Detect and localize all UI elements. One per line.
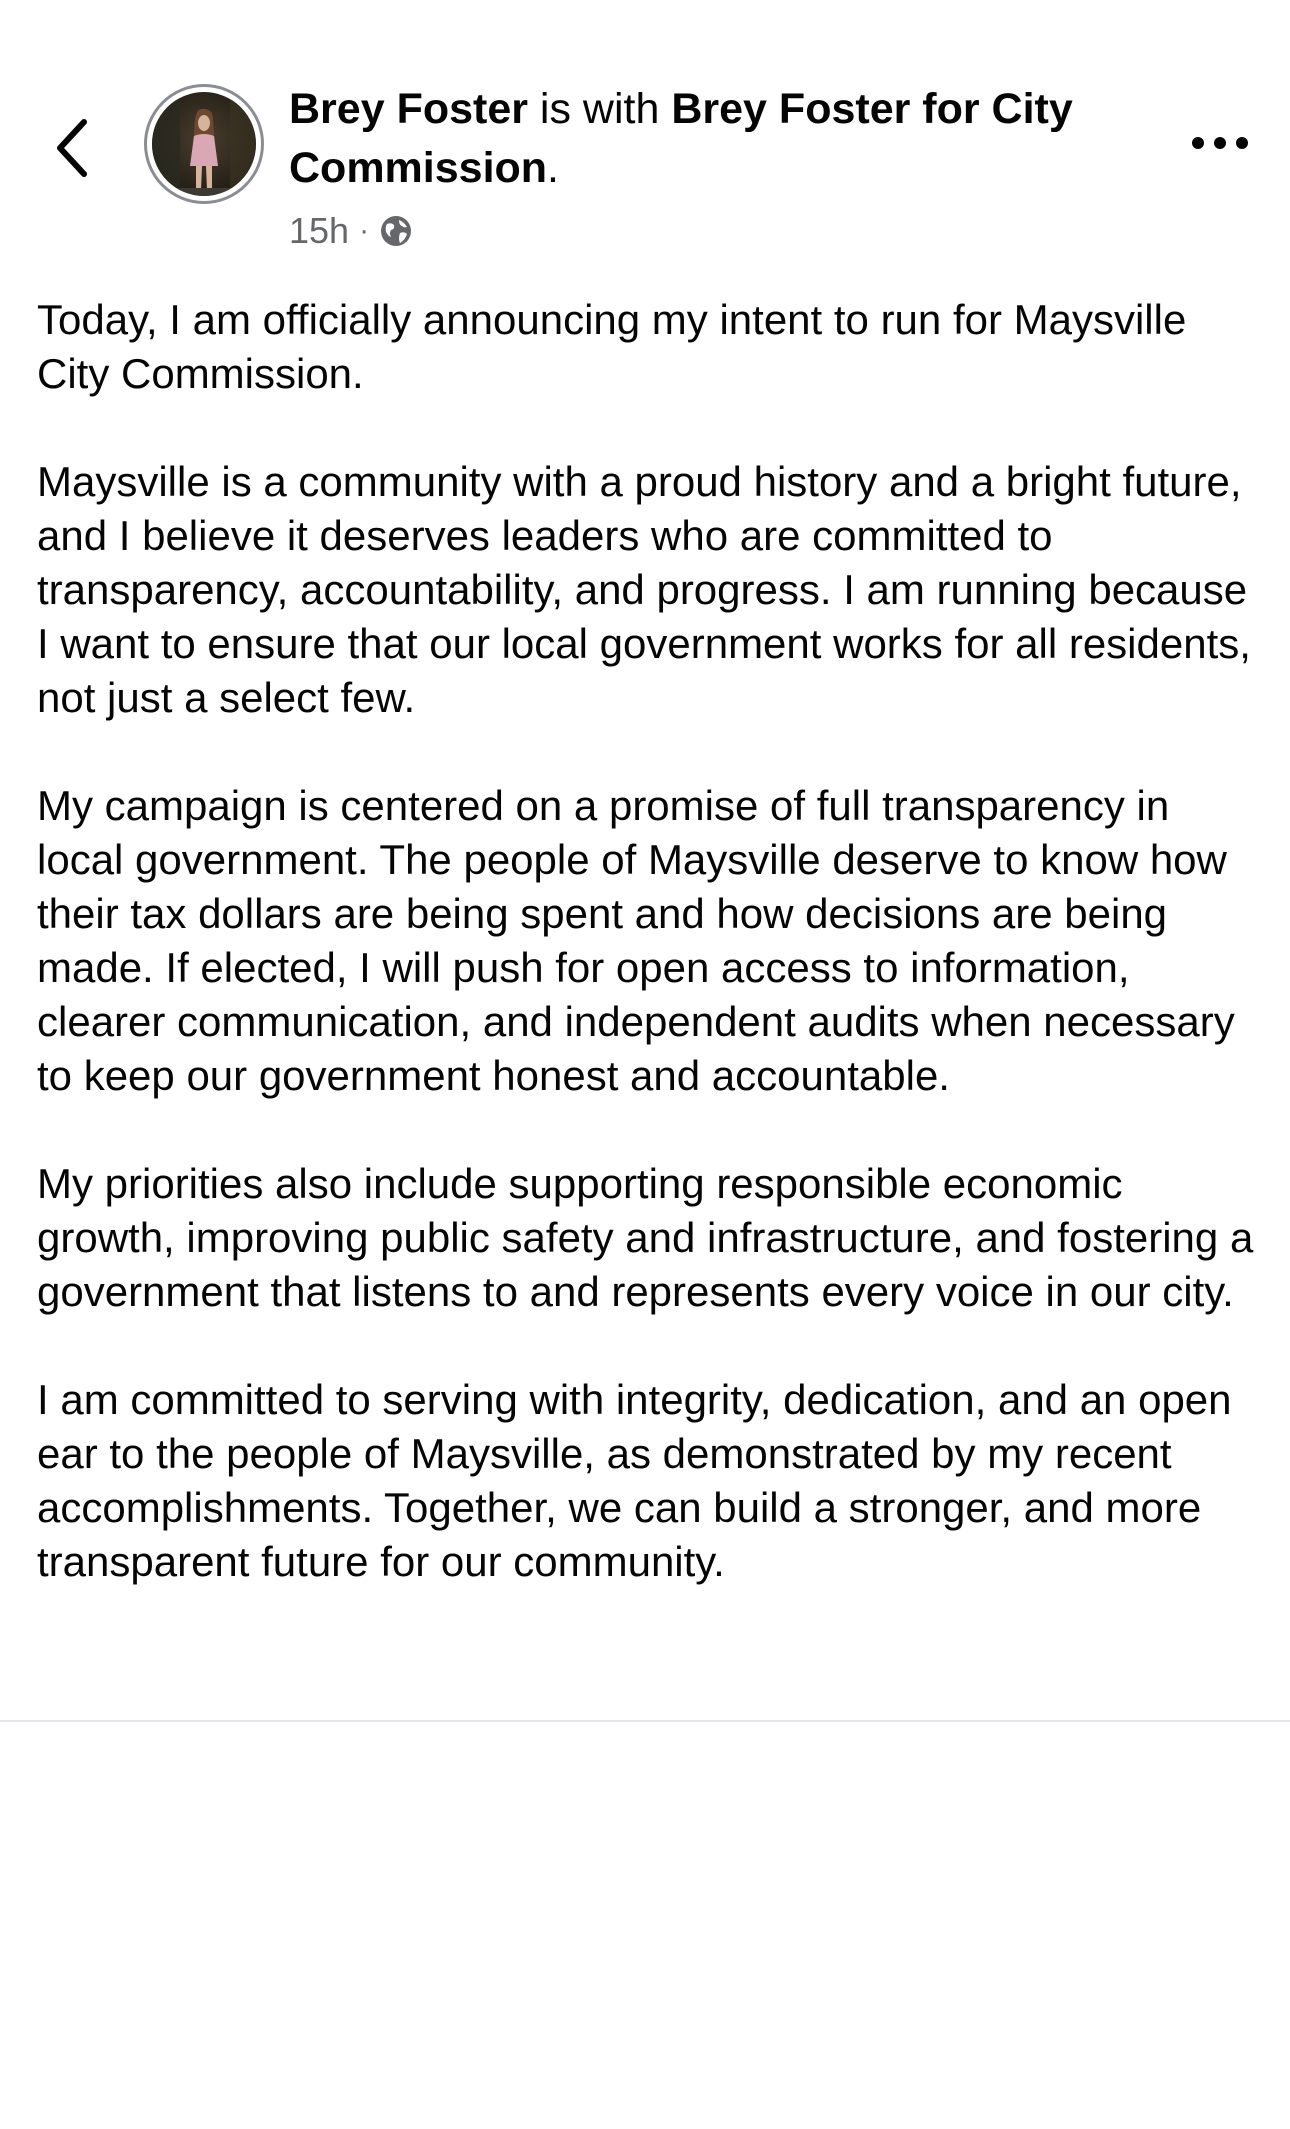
post-body	[37, 293, 1262, 1589]
post-paragraph: My priorities also include supporting responsible economic growth, improving public safety and infrastructure, and fostering a government that listens to and represents every voice in our city.	[37, 1160, 1254, 1315]
post-headline	[289, 80, 1149, 198]
profile-photo	[152, 92, 256, 196]
more-options-button[interactable]	[1180, 118, 1260, 168]
post-meta	[289, 210, 1149, 252]
back-button[interactable]	[42, 108, 102, 188]
with-connector: is with	[527, 85, 672, 133]
post-paragraph: Maysville is a community with a proud history and a bright future, and I believe it deserves leaders who are committed to transparency, accountability, and progress. I am running because I want to ensure that our local government works for all residents, not just a select few.	[37, 458, 1251, 721]
page-name-link[interactable]: Brey Foster for City Commission	[289, 85, 1073, 192]
author-name-link[interactable]: Brey Foster	[289, 85, 528, 133]
post-divider	[0, 1720, 1290, 1722]
post-paragraph: My campaign is centered on a promise of full transparency in local government. The people of Maysville deserve to know how their tax dollars are being spent and how decisions are being made. If elected, I will push for open access to information, clearer communication, and independent audits when necessary to keep our government honest and accountable.	[37, 782, 1235, 1099]
meta-separator: ·	[359, 214, 370, 247]
headline-period: .	[547, 144, 559, 192]
post-paragraph: I am committed to serving with integrity, dedication, and an open ear to the people of Maysville, as demonstrated by my recent accomplishments. Together, we can build a stronger, and more transparent future for our community.	[37, 1376, 1232, 1585]
post-attribution	[289, 80, 1149, 252]
avatar[interactable]	[144, 84, 264, 204]
post-header	[0, 0, 1290, 270]
audience-button[interactable]	[379, 214, 413, 248]
more-horizontal-icon	[1190, 135, 1250, 151]
post-timestamp[interactable]: 15h	[289, 210, 350, 251]
chevron-left-icon	[52, 116, 92, 180]
post-paragraph: Today, I am officially announcing my intent to run for Maysville City Commission.	[37, 296, 1187, 397]
globe-icon	[379, 214, 413, 248]
